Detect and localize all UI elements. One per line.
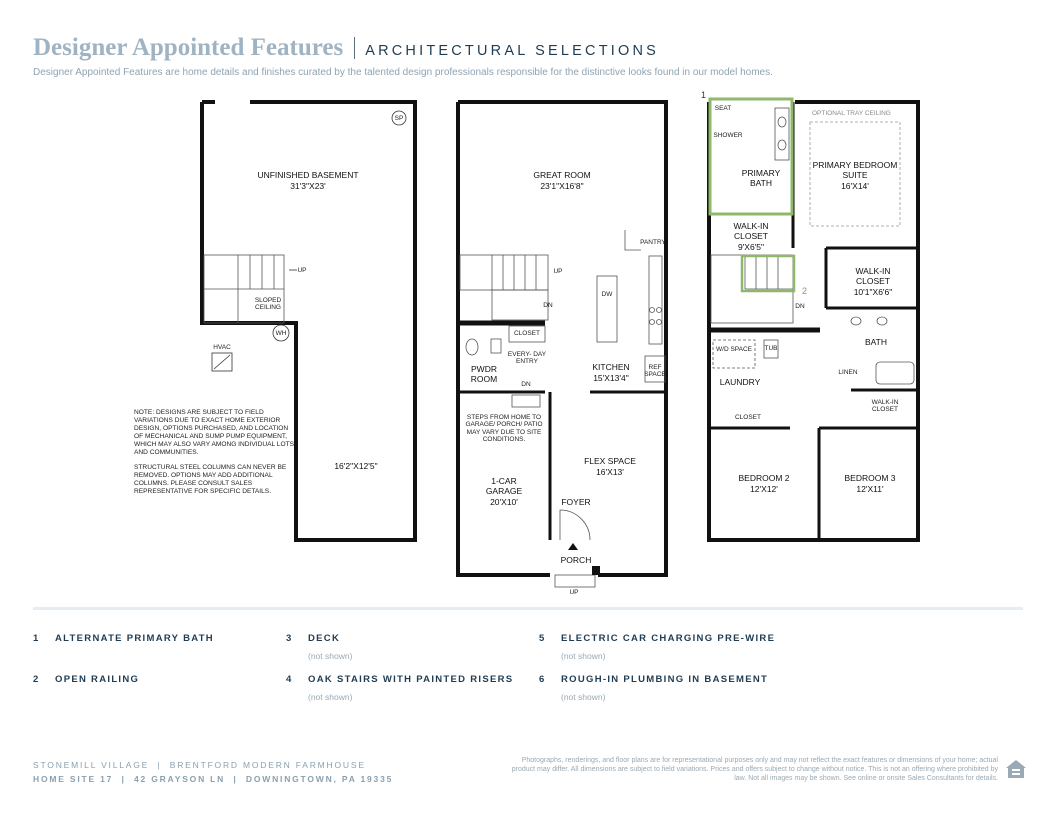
wd-space-label: W/D SPACE bbox=[716, 346, 752, 353]
upper-closet-label: CLOSET bbox=[734, 414, 761, 421]
footer-community: STONEMILL VILLAGE | BRENTFORD MODERN FARMHOUSE bbox=[33, 760, 366, 770]
tub-label: TUB bbox=[764, 345, 778, 352]
feature-number: 3 bbox=[286, 633, 292, 644]
feature-name: DECK bbox=[308, 633, 341, 644]
kitchen-size: 15'X13'4" bbox=[593, 373, 629, 383]
flex-space-label: FLEX SPACE bbox=[584, 456, 636, 466]
primary-bath-label: PRIMARY BATH bbox=[741, 168, 781, 189]
basement-note-2: STRUCTURAL STEEL COLUMNS CAN NEVER BE REMOVED. OPTIONS MAY ADD ADDITIONAL COLUMNS. PLEASE CONSULT SALES REPRESENTATIVE FOR SPECIFIC DETAILS. bbox=[134, 464, 287, 496]
kitchen-label: KITCHEN bbox=[592, 362, 630, 372]
bedroom-2-size: 12'X12' bbox=[750, 484, 778, 494]
basement-hvac-label: HVAC bbox=[213, 344, 231, 351]
feature-name: ROUGH-IN PLUMBING IN BASEMENT bbox=[561, 674, 769, 685]
footer-home-site: HOME SITE 17 | 42 GRAYSON LN | DOWNINGTOWN, PA 19335 bbox=[33, 773, 394, 784]
everyday-entry-label: EVERY- DAY ENTRY bbox=[507, 351, 547, 366]
feature-name: OAK STAIRS WITH PAINTED RISERS bbox=[308, 674, 514, 685]
bedroom-2-label: BEDROOM 2 bbox=[738, 473, 790, 483]
basement-room-size: 31'3"X23' bbox=[290, 181, 326, 191]
great-room-label: GREAT ROOM bbox=[533, 170, 591, 180]
feature-status: (not shown) bbox=[308, 651, 353, 661]
porch-label: PORCH bbox=[560, 555, 592, 565]
main-closet-label: CLOSET bbox=[513, 330, 540, 337]
main-stair-dn: DN bbox=[543, 302, 553, 309]
feature-number: 1 bbox=[33, 633, 39, 644]
feature-number: 5 bbox=[539, 633, 545, 644]
wic-small-label: WALK-IN CLOSET bbox=[871, 399, 899, 414]
bedroom-3-label: BEDROOM 3 bbox=[844, 473, 896, 483]
steps-note: STEPS FROM HOME TO GARAGE/ PORCH/ PATIO MAY VARY DUE TO SITE CONDITIONS. bbox=[465, 414, 543, 444]
basement-note bbox=[134, 409, 294, 496]
basement-sloped-ceiling: SLOPED CEILING bbox=[254, 297, 282, 312]
feature-name: OPEN RAILING bbox=[55, 674, 140, 685]
basement-room-name: UNFINISHED BASEMENT bbox=[257, 170, 359, 180]
garage-size: 20'X10' bbox=[490, 497, 518, 507]
equal-housing-icon bbox=[1004, 758, 1028, 782]
section-divider bbox=[33, 607, 1023, 610]
feature-status: (not shown) bbox=[308, 692, 353, 702]
primary-suite-label: PRIMARY BEDROOM SUITE bbox=[812, 160, 898, 181]
basement-lower-size: 16'2"X12'5" bbox=[334, 461, 378, 471]
pwdr-room-label: PWDR ROOM bbox=[470, 364, 498, 385]
dw-label: DW bbox=[601, 291, 613, 298]
laundry-label: LAUNDRY bbox=[719, 377, 761, 387]
highlight-option-1 bbox=[710, 99, 792, 214]
basement-sp-label: SP bbox=[394, 115, 404, 122]
page-subtitle: ARCHITECTURAL SELECTIONS bbox=[365, 43, 660, 59]
seat-label: SEAT bbox=[714, 105, 732, 112]
ref-space-label: REF SPACE bbox=[644, 364, 666, 379]
main-floor-stairs bbox=[460, 255, 548, 320]
basement-stairs bbox=[204, 255, 284, 323]
flex-space-size: 16'X13' bbox=[596, 467, 624, 477]
optional-tray-label: OPTIONAL TRAY CEILING bbox=[812, 110, 891, 117]
footer-disclaimer: Photographs, renderings, and floor plans are for representational purposes only and may not reflect the exact features or dimensions of your home; actual product may differ. All dimensions are subject to field variations. Prices and offers subject to change without notice. This is not an offering where prohibited by law. Not all images may be shown. See online or onsite Sales Consultants for details. bbox=[511, 757, 998, 783]
feature-name: ELECTRIC CAR CHARGING PRE-WIRE bbox=[561, 633, 776, 644]
footer-address bbox=[33, 759, 393, 786]
feature-number: 2 bbox=[33, 674, 39, 685]
primary-suite-size: 16'X14' bbox=[841, 181, 869, 191]
pantry-label: PANTRY bbox=[640, 239, 666, 246]
highlight-option-2 bbox=[742, 256, 794, 291]
bath-label: BATH bbox=[864, 337, 888, 347]
option-marker-2: 2 bbox=[802, 286, 808, 296]
bedroom-3-size: 12'X11' bbox=[856, 484, 884, 494]
option-marker-1: 1 bbox=[701, 90, 707, 100]
feature-status: (not shown) bbox=[561, 692, 606, 702]
entry-door bbox=[512, 230, 641, 587]
basement-stair-up: UP bbox=[297, 267, 307, 274]
basement-wh-label: WH bbox=[275, 330, 287, 337]
feature-status: (not shown) bbox=[561, 651, 606, 661]
wic-1-size: 9'X6'5" bbox=[737, 242, 765, 252]
wic-2-size: 10'1"X6'6" bbox=[853, 287, 893, 297]
page-tagline: Designer Appointed Features are home details and finishes curated by the talented design professionals responsible for the distinctive looks found in our model homes. bbox=[33, 67, 773, 78]
feature-number: 6 bbox=[539, 674, 545, 685]
page-title: Designer Appointed Features bbox=[33, 34, 344, 61]
wic-1-label: WALK-IN CLOSET bbox=[733, 221, 769, 242]
shower-label: SHOWER bbox=[713, 132, 743, 139]
garage-label: 1-CAR GARAGE bbox=[485, 476, 523, 497]
great-room-size: 23'1"X16'8" bbox=[540, 181, 584, 191]
wic-2-label: WALK-IN CLOSET bbox=[855, 266, 891, 287]
feature-name: ALTERNATE PRIMARY BATH bbox=[55, 633, 214, 644]
entry-dn-label: DN bbox=[521, 381, 531, 388]
feature-number: 4 bbox=[286, 674, 292, 685]
upper-stair-dn: DN bbox=[795, 303, 805, 310]
foyer-label: FOYER bbox=[561, 497, 591, 507]
basement-note-1: NOTE: DESIGNS ARE SUBJECT TO FIELD VARIATIONS DUE TO EXACT HOME EXTERIOR DESIGN, OPTIONS PURCHASED, AND LOCATION OF MECHANICAL AND SUMP PUMP EQUIPMENT, WHICH MAY ALSO VARY AMONG INDIVIDUAL LOTS AND COMMUNITIES. bbox=[134, 409, 294, 457]
linen-label: LINEN bbox=[838, 369, 858, 376]
porch-up-label: UP bbox=[569, 589, 579, 596]
main-stair-up: UP bbox=[553, 268, 563, 275]
